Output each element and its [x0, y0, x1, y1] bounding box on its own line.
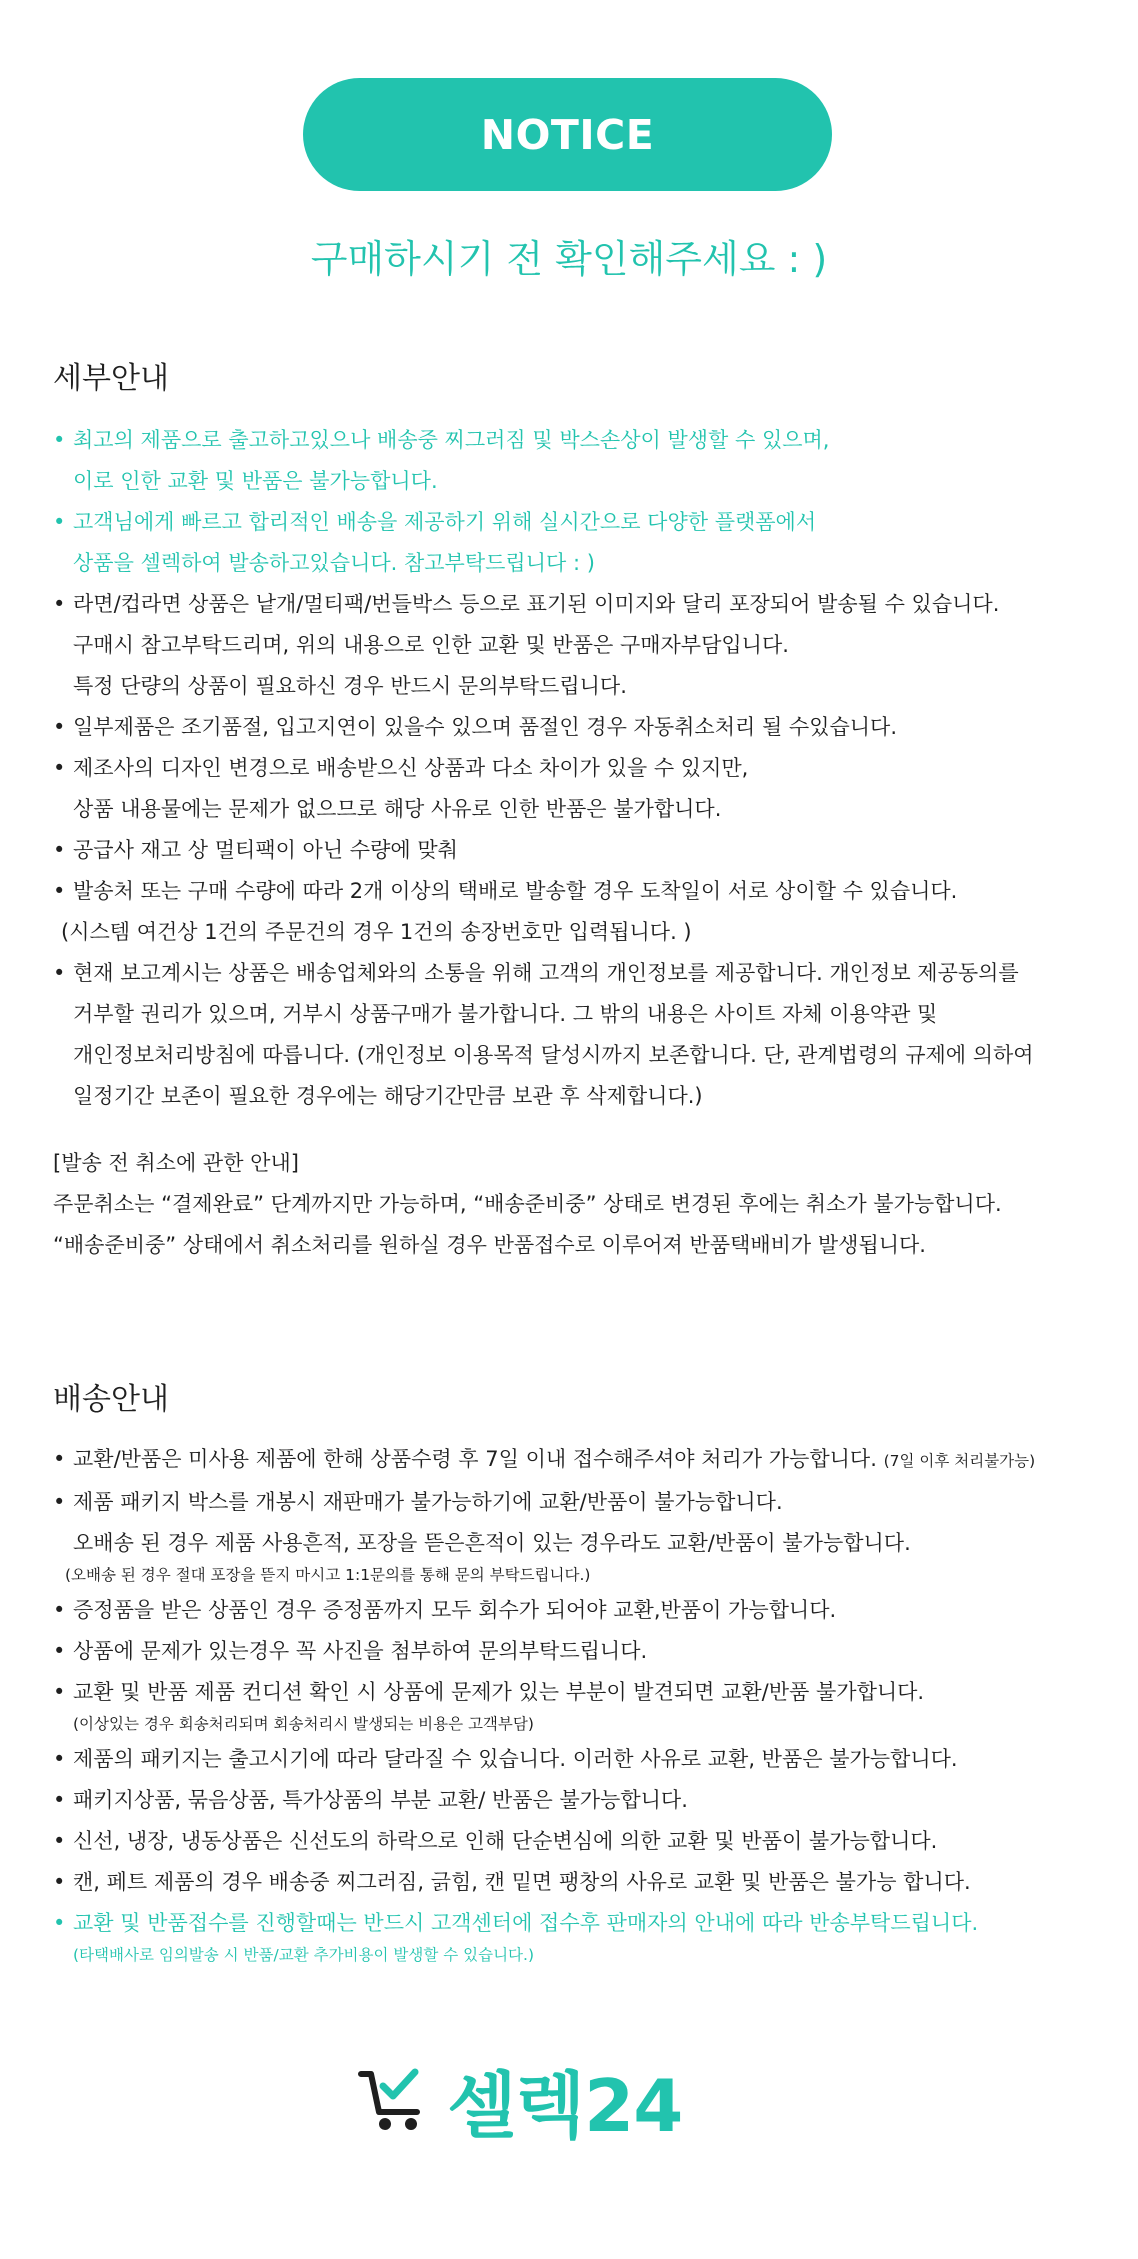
list-item-line: • 제조사의 디자인 변경으로 배송받으신 상품과 다소 차이가 있을 수 있지만,	[73, 756, 749, 780]
list-item-line: • 최고의 제품으로 출고하고있으나 배송중 찌그러짐 및 박스손상이 발생할 수 있으며,	[73, 428, 830, 452]
list-item	[53, 1439, 1113, 1482]
list-item	[53, 953, 1113, 1117]
list-item	[53, 1903, 1113, 1970]
list-item	[53, 1862, 1113, 1903]
list-item	[53, 707, 1113, 748]
list-item-line: 특정 단량의 상품이 필요하신 경우 반드시 문의부탁드립니다.	[73, 674, 627, 698]
list-item-line: • 패키지상품, 묶음상품, 특가상품의 부분 교환/ 반품은 불가능합니다.	[73, 1788, 688, 1812]
shipping-section-title: 배송안내	[53, 1382, 169, 1417]
list-item-line: • 발송처 또는 구매 수량에 따라 2개 이상의 택배로 발송할 경우 도착일이 서로 상이할 수 있습니다.	[73, 879, 958, 903]
list-item-line: • 현재 보고계시는 상품은 배송업체와의 소통을 위해 고객의 개인정보를 제공합니다. 개인정보 제공동의를	[73, 961, 1019, 985]
list-item-line: • 공급사 재고 상 멀티팩이 아닌 수량에 맞춰	[73, 838, 458, 862]
cancel-notice-title: [발송 전 취소에 관한 안내]	[53, 1151, 299, 1175]
list-item-line: • 상품에 문제가 있는경우 꼭 사진을 첨부하여 문의부탁드립니다.	[73, 1639, 648, 1663]
list-item-note: (7일 이후 처리불가능)	[883, 1452, 1036, 1470]
list-item	[53, 502, 1113, 584]
list-item-line: • 라면/컵라면 상품은 낱개/멀티팩/번들박스 등으로 표기된 이미지와 달리 포장되어 발송될 수 있습니다.	[73, 592, 1000, 616]
list-item-line: 상품 내용물에는 문제가 없으므로 해당 사유로 인한 반품은 불가합니다.	[73, 797, 722, 821]
list-item	[53, 420, 1113, 502]
list-item	[53, 1631, 1113, 1672]
list-item	[53, 1482, 1113, 1590]
list-item	[53, 830, 1113, 871]
brand-logo	[355, 2055, 683, 2148]
list-item-line: 거부할 권리가 있으며, 거부시 상품구매가 불가합니다. 그 밖의 내용은 사이트 자체 이용약관 및	[73, 1002, 938, 1026]
list-item-line: 상품을 셀렉하여 발송하고있습니다. 참고부탁드립니다 : )	[73, 551, 595, 575]
list-item-line: 구매시 참고부탁드리며, 위의 내용으로 인한 교환 및 반품은 구매자부담입니다.	[73, 633, 789, 657]
shipping-list	[53, 1439, 1113, 1970]
list-item-line: • 고객님에게 빠르고 합리적인 배송을 제공하기 위해 실시간으로 다양한 플랫폼에서	[73, 510, 817, 534]
notice-banner	[303, 78, 832, 191]
cart-check-icon	[355, 2058, 435, 2142]
list-item-line: • 신선, 냉장, 냉동상품은 신선도의 하락으로 인해 단순변심에 의한 교환 및 반품이 불가능합니다.	[73, 1829, 938, 1853]
list-item-line: 일정기간 보존이 필요한 경우에는 해당기간만큼 보관 후 삭제합니다.)	[73, 1084, 703, 1108]
list-item-note: (이상있는 경우 회송처리되며 회송처리시 발생되는 비용은 고객부담)	[73, 1715, 534, 1733]
list-item-note: (타택배사로 임의발송 시 반품/교환 추가비용이 발생할 수 있습니다.)	[73, 1946, 535, 1964]
list-item	[53, 1821, 1113, 1862]
list-item	[53, 1590, 1113, 1631]
list-item	[53, 871, 1113, 953]
list-item	[53, 1672, 1113, 1739]
list-item-line: 개인정보처리방침에 따릅니다. (개인정보 이용목적 달성시까지 보존합니다. 단, 관계법령의 규제에 의하여	[73, 1043, 1034, 1067]
list-item-text: 교환/반품은 미사용 제품에 한해 상품수령 후 7일 이내 접수해주셔야 처리가 가능합니다.	[73, 1447, 877, 1471]
list-item-line: • 증정품을 받은 상품인 경우 증정품까지 모두 회수가 되어야 교환,반품이 가능합니다.	[73, 1598, 837, 1622]
list-item-line: • 교환 및 반품 제품 컨디션 확인 시 상품에 문제가 있는 부분이 발견되면 교환/반품 불가합니다.	[73, 1680, 925, 1704]
list-item	[53, 584, 1113, 707]
notice-label: NOTICE	[480, 110, 655, 159]
list-item	[53, 1780, 1113, 1821]
detail-section-title: 세부안내	[53, 361, 169, 396]
cancel-notice	[53, 1143, 1002, 1266]
list-item-note: (오배송 된 경우 절대 포장을 뜯지 마시고 1:1문의를 통해 문의 부탁드립니다.)	[65, 1566, 591, 1584]
list-item-note: (시스템 여건상 1건의 주문건의 경우 1건의 송장번호만 입력됩니다. )	[61, 920, 692, 944]
list-item-line	[73, 1439, 1113, 1482]
list-item	[53, 748, 1113, 830]
detail-list	[53, 420, 1113, 1117]
list-item-line: • 캔, 페트 제품의 경우 배송중 찌그러짐, 긁힘, 캔 밑면 팽창의 사유로 교환 및 반품은 불가능 합니다.	[73, 1870, 971, 1894]
cancel-notice-line: 주문취소는 “결제완료” 단계까지만 가능하며, “배송준비중” 상태로 변경된 후에는 취소가 불가능합니다.	[53, 1192, 1002, 1216]
list-item-line: • 일부제품은 조기품절, 입고지연이 있을수 있으며 품절인 경우 자동취소처리 될 수있습니다.	[73, 715, 898, 739]
logo-text: 셀렉24	[447, 2064, 683, 2148]
list-item	[53, 1739, 1113, 1780]
page-subtitle: 구매하시기 전 확인해주세요 : )	[310, 237, 828, 281]
list-item-line: • 교환 및 반품접수를 진행할때는 반드시 고객센터에 접수후 판매자의 안내에 따라 반송부탁드립니다.	[73, 1911, 979, 1935]
list-item-line: • 제품의 패키지는 출고시기에 따라 달라질 수 있습니다. 이러한 사유로 교환, 반품은 불가능합니다.	[73, 1747, 958, 1771]
list-item-line: 오배송 된 경우 제품 사용흔적, 포장을 뜯은흔적이 있는 경우라도 교환/반품이 불가능합니다.	[73, 1531, 911, 1555]
list-item-line: 이로 인한 교환 및 반품은 불가능합니다.	[73, 469, 438, 493]
list-item-line: • 제품 패키지 박스를 개봉시 재판매가 불가능하기에 교환/반품이 불가능합니다.	[73, 1490, 783, 1514]
cancel-notice-line: “배송준비중” 상태에서 취소처리를 원하실 경우 반품접수로 이루어져 반품택배비가 발생됩니다.	[53, 1233, 926, 1257]
